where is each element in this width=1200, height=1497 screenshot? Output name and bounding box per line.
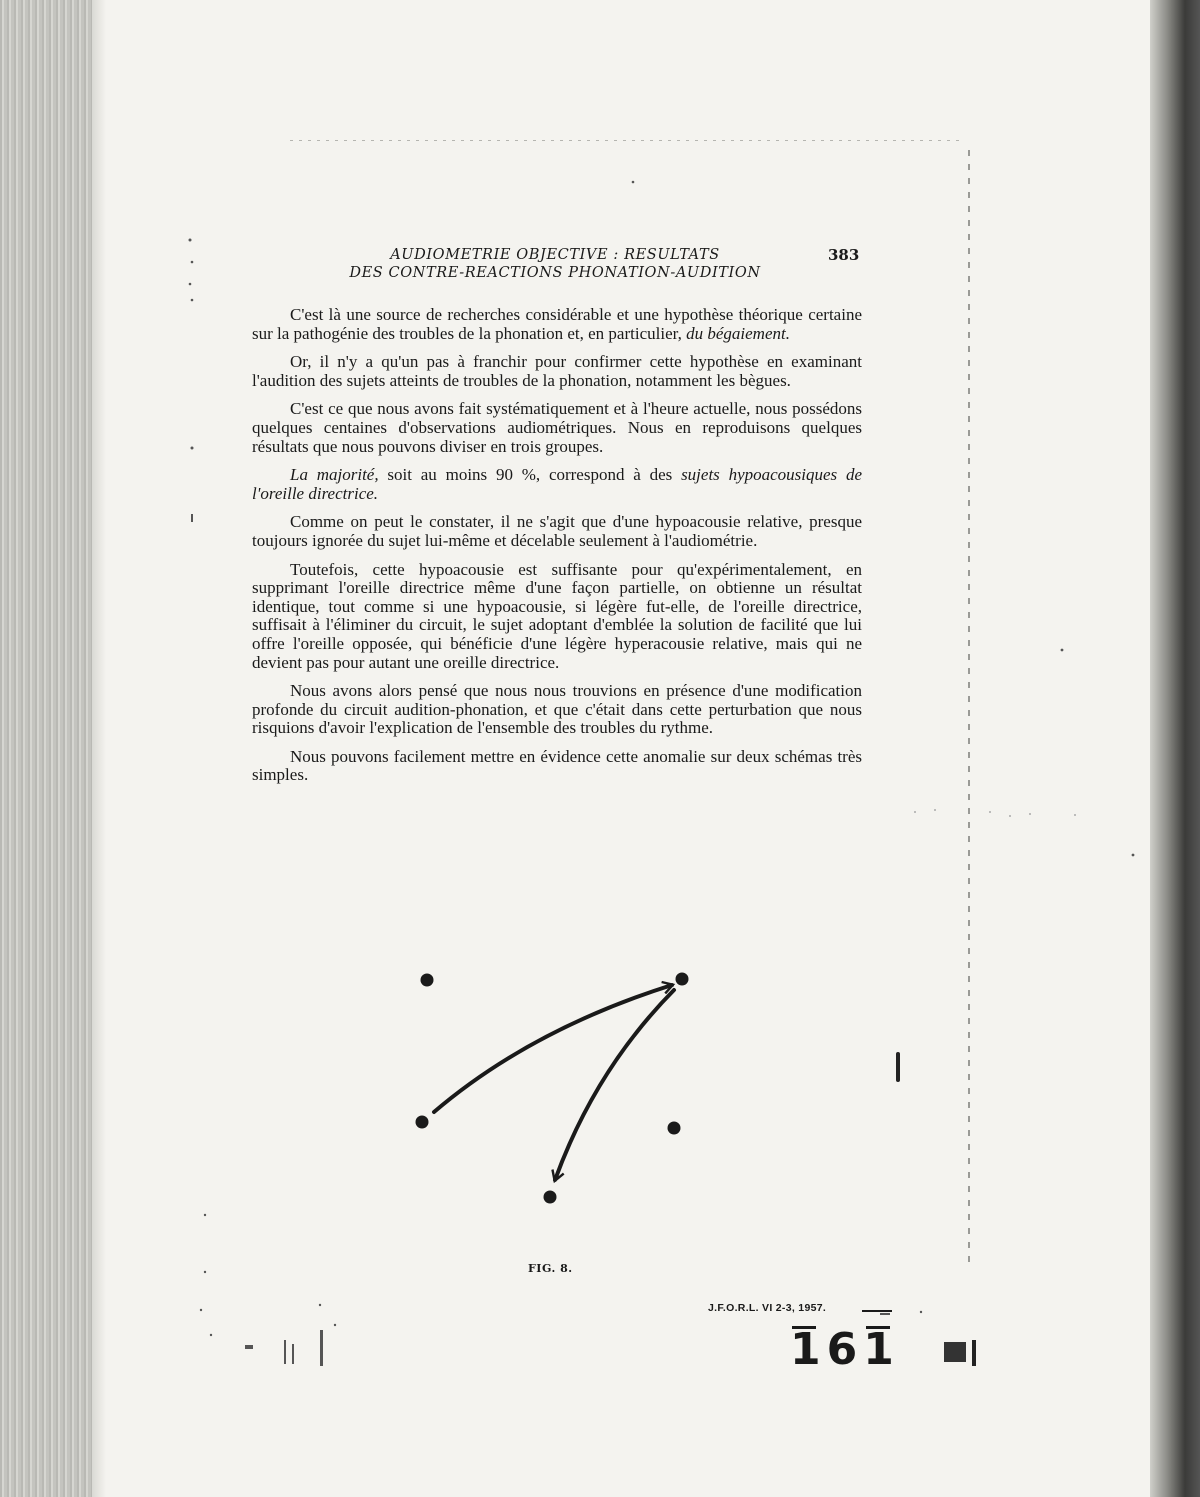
running-head bbox=[320, 246, 790, 282]
paragraph-2: Or, il n'y a qu'un pas à franchir pour confirmer cette hypothèse en examinant l'audition des sujets atteints de troubles de la phonation, notamment les bègues. bbox=[252, 352, 862, 390]
paragraph-8: Nous pouvons facilement mettre en évidence cette anomalie sur deux schémas très simples. bbox=[252, 746, 862, 785]
running-head-line-1: AUDIOMETRIE OBJECTIVE : RESULTATS bbox=[390, 247, 720, 263]
node-top-left bbox=[421, 974, 434, 987]
paragraph-4 bbox=[252, 466, 862, 503]
arrow-top-right-to-bottom-center bbox=[555, 990, 674, 1180]
arrow-bottom-left-to-top-right bbox=[434, 985, 672, 1112]
paragraph-7: Nous avons alors pensé que nous nous trouvions en présence d'une modification profonde du circuit audition-phonation, et que c'était dans cette perturbation que nous risquions d'avoir l'explication de l'ensemble des troubles du rythme. bbox=[252, 681, 862, 738]
corner-block-mark bbox=[944, 1342, 966, 1362]
node-top-right bbox=[676, 973, 689, 986]
journal-reference: J.F.O.R.L. VI 2-3, 1957. bbox=[708, 1302, 827, 1314]
paragraph-3: C'est ce que nous avons fait systématiquement et à l'heure actuelle, nous possédons quelques centaines d'observations audiométriques. Nous en reproduisons quelques résultats que nous pouvons diviser en trois groupes. bbox=[252, 399, 862, 456]
figure-8-diagram bbox=[400, 960, 710, 1220]
margin-mark bbox=[896, 1052, 900, 1082]
node-bottom-left bbox=[416, 1116, 429, 1129]
node-bottom-center bbox=[544, 1191, 557, 1204]
paragraph-1 bbox=[252, 306, 862, 343]
paragraph-4-emphasis-1: La majorité, bbox=[290, 465, 379, 485]
node-bottom-right bbox=[668, 1122, 681, 1135]
figure-caption: FIG. 8. bbox=[528, 1262, 573, 1275]
body-text bbox=[252, 306, 862, 795]
paragraph-6: Toutefois, cette hypoacousie est suffisante pour qu'expérimentalement, en supprimant l'oreille directrice même d'une façon partielle, on obtienne un résultat identique, tout comme si une hypoacousie, si légère fut-elle, de l'oreille directrice, suffisait à l'éliminer du circuit, le sujet adoptant d'emblée la solution de facilité que lui offre l'oreille opposée, qui bénéficie d'une légère hyperacousie relative, mais qui ne devient pas pour autant une oreille directrice. bbox=[252, 559, 862, 672]
paragraph-1-text: C'est là une source de recherches considérable et une hypothèse théorique certaine sur la pathogénie des troubles de la phonation et, en particulier, bbox=[252, 305, 862, 343]
paragraph-4-emphasis-2: sujets hypoacousiques de l'oreille directrice. bbox=[252, 465, 863, 503]
page-number: 383 bbox=[828, 246, 860, 264]
paragraph-1-emphasis: du bégaiement. bbox=[686, 323, 790, 343]
stamp-overline bbox=[862, 1310, 892, 1312]
paragraph-5: Comme on peut le constater, il ne s'agit que d'une hypoacousie relative, presque toujours ignorée du sujet lui-même et décelable seulement à l'audiométrie. bbox=[252, 512, 862, 550]
corner-bar-mark bbox=[972, 1340, 976, 1366]
paragraph-4-text: soit au moins 90 %, correspond à des bbox=[378, 465, 682, 485]
stamp-number: 161 bbox=[790, 1324, 900, 1375]
running-head-line-2: DES CONTRE-REACTIONS PHONATION-AUDITION bbox=[349, 265, 761, 281]
